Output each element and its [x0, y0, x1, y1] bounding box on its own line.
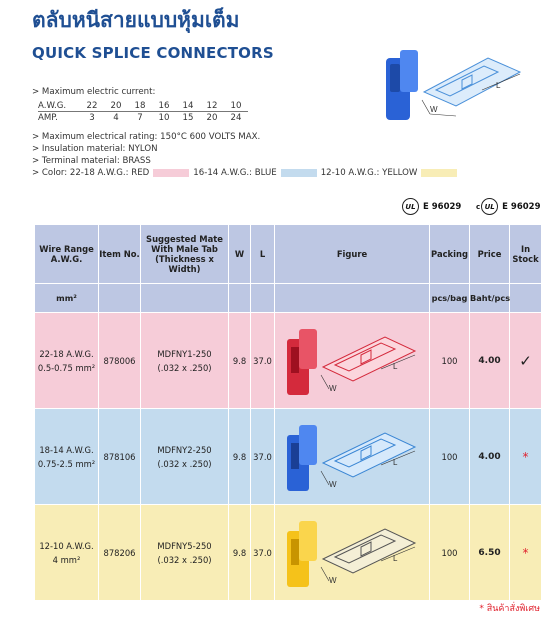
red-connector-figure: [277, 317, 427, 403]
packing-cell: 100: [430, 313, 470, 409]
mm-value: 0.75-2.5 mm²: [37, 458, 96, 469]
item-no-cell: 878106: [99, 409, 141, 505]
mate-value: MDFNY2-250: [157, 444, 212, 455]
color-yellow-label: 12-10 A.W.G.: YELLOW: [320, 168, 418, 178]
connector-body: [287, 521, 317, 587]
page-title-thai: ตลับหนีสายแบบหุ้มเต็ม: [32, 8, 240, 32]
w-dim-label: W: [329, 479, 337, 489]
header-figure: Figure: [275, 225, 430, 284]
amp-row: [38, 112, 248, 124]
star-icon: *: [510, 409, 542, 505]
unit-empty: [251, 284, 275, 313]
mm-value: 0.5-0.75 mm²: [37, 362, 96, 373]
l-cell: 37.0: [251, 409, 275, 505]
header-stock: In Stock: [510, 225, 542, 284]
spec-list: [32, 86, 155, 98]
amp-cell: AMP.: [38, 112, 58, 123]
unit-empty: [141, 284, 229, 313]
mate-dims: (.032 x .250): [157, 362, 212, 373]
hero-terminal-drawing: [424, 58, 520, 106]
awg-value: 18-14 A.W.G.: [39, 444, 94, 455]
check-icon: ✓: [510, 313, 542, 409]
packing-cell: 100: [430, 409, 470, 505]
amp-cell: 10: [158, 112, 170, 123]
unit-empty: [510, 284, 542, 313]
color-red-label: > Color: 22-18 A.W.G.: RED: [32, 168, 150, 178]
amp-cell: 24: [230, 112, 242, 123]
awg-cell: 12: [200, 100, 224, 112]
star-icon: *: [510, 505, 542, 601]
item-no-cell: 878006: [99, 313, 141, 409]
page-title: QUICK SPLICE CONNECTORS: [32, 44, 274, 62]
packing-cell: 100: [430, 505, 470, 601]
unit-empty: [229, 284, 251, 313]
header-wire-range: Wire Range A.W.G.: [35, 225, 99, 284]
yellow-swatch: [421, 169, 457, 177]
figure-cell: [275, 505, 430, 601]
unit-packing: pcs/bag: [430, 284, 470, 313]
ul-certification: [402, 198, 461, 215]
hero-connector-figure: [370, 44, 540, 124]
l-dim-label: L: [393, 457, 398, 467]
hero-l-label: L: [496, 81, 501, 90]
terminal-drawing: [323, 529, 415, 573]
ul-logo-icon: UL: [402, 198, 419, 215]
mate-cell: [141, 505, 229, 601]
spec-insulation: > Insulation material: NYLON: [32, 144, 158, 154]
spec-rating: > Maximum electrical rating: 150°C 600 VOLTS MAX.: [32, 132, 261, 142]
awg-cell: A.W.G.: [38, 100, 80, 112]
cul-logo-icon: UL: [481, 198, 498, 215]
header-w: W: [229, 225, 251, 284]
red-swatch: [153, 169, 189, 177]
l-cell: 37.0: [251, 505, 275, 601]
blue-swatch: [281, 169, 317, 177]
awg-cell: 18: [128, 100, 152, 112]
spec-terminal: > Terminal material: BRASS: [32, 156, 151, 166]
spec-color: [32, 167, 461, 179]
awg-value: 22-18 A.W.G.: [39, 348, 94, 359]
mate-cell: [141, 313, 229, 409]
wire-range-cell: [35, 409, 99, 505]
color-blue-label: 16-14 A.W.G.: BLUE: [193, 168, 277, 178]
table-row: [35, 409, 542, 505]
amp-cell: 3: [89, 112, 95, 123]
cul-prefix: c: [476, 202, 481, 211]
l-dim-label: L: [393, 361, 398, 371]
unit-empty: [275, 284, 430, 313]
amp-cell: 15: [182, 112, 194, 123]
l-dim-label: L: [393, 553, 398, 563]
header-item-no: Item No.: [99, 225, 141, 284]
awg-cell: 16: [152, 100, 176, 112]
figure-cell: [275, 313, 430, 409]
awg-value: 12-10 A.W.G.: [39, 540, 94, 551]
cul-number: E 96029: [502, 201, 541, 212]
hero-blue-connector: [386, 50, 418, 120]
connector-body: [287, 329, 317, 395]
terminal-drawing: [323, 433, 415, 477]
units-row: [35, 284, 542, 313]
item-no-cell: 878206: [99, 505, 141, 601]
unit-wire: mm²: [35, 284, 99, 313]
table-header-row: [35, 225, 542, 284]
product-table: [34, 224, 542, 601]
wire-range-cell: [35, 313, 99, 409]
mm-value: 4 mm²: [52, 554, 81, 565]
awg-cell: 14: [176, 100, 200, 112]
unit-empty: [99, 284, 141, 313]
header-l: L: [251, 225, 275, 284]
hero-w-label: W: [430, 105, 438, 114]
figure-cell: [275, 409, 430, 505]
w-cell: 9.8: [229, 505, 251, 601]
current-table: [38, 100, 248, 123]
price-cell: 4.00: [470, 313, 510, 409]
mate-value: MDFNY5-250: [157, 540, 212, 551]
header-mate: Suggested Mate With Male Tab (Thickness x Width): [141, 225, 229, 284]
awg-cell: 10: [224, 100, 248, 112]
amp-cell: 20: [206, 112, 218, 123]
amp-cell: 7: [137, 112, 143, 123]
awg-row: [38, 100, 248, 112]
table-row: [35, 505, 542, 601]
w-dim-label: W: [329, 575, 337, 585]
price-cell: 4.00: [470, 409, 510, 505]
header-packing: Packing: [430, 225, 470, 284]
yellow-connector-figure: [277, 509, 427, 595]
spec-list-2: [32, 131, 461, 179]
w-cell: 9.8: [229, 409, 251, 505]
spec-current-label: > Maximum electric current:: [32, 87, 156, 97]
mate-dims: (.032 x .250): [157, 554, 212, 565]
awg-cell: 20: [104, 100, 128, 112]
table-row: [35, 313, 542, 409]
connector-body: [287, 425, 317, 491]
cul-certification: [476, 198, 541, 215]
terminal-drawing: [323, 337, 415, 381]
w-cell: 9.8: [229, 313, 251, 409]
awg-cell: 22: [80, 100, 104, 112]
header-price: Price: [470, 225, 510, 284]
unit-price: Baht/pcs: [470, 284, 510, 313]
w-dim-label: W: [329, 383, 337, 393]
wire-range-cell: [35, 505, 99, 601]
mate-value: MDFNY1-250: [157, 348, 212, 359]
amp-cell: 4: [113, 112, 119, 123]
blue-connector-figure: [277, 413, 427, 499]
ul-number: E 96029: [423, 201, 462, 212]
mate-dims: (.032 x .250): [157, 458, 212, 469]
mate-cell: [141, 409, 229, 505]
l-cell: 37.0: [251, 313, 275, 409]
price-cell: 6.50: [470, 505, 510, 601]
special-order-footnote: * สินค้าสั่งพิเศษ: [479, 604, 540, 614]
